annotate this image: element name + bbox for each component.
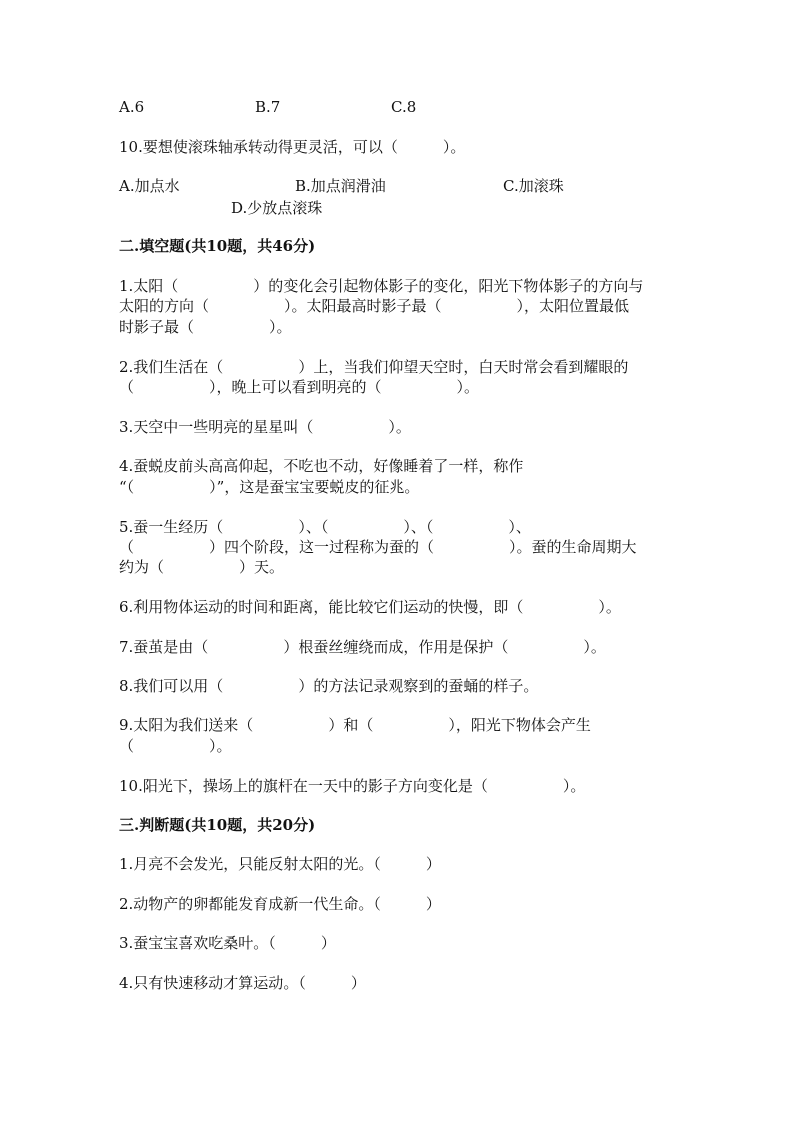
fill-q1-line3: 时影子最（ ）。 [119, 318, 292, 336]
fill-q9-line1: 9.太阳为我们送来（ ）和（ ），阳光下物体会产生 [119, 716, 591, 734]
section3-title: 三.判断题(共10题，共20分) [119, 816, 316, 834]
fill-q1-line1: 1.太阳（ ）的变化会引起物体影子的变化，阳光下物体影子的方向与 [119, 277, 644, 295]
fill-q7: 7.蚕茧是由（ ）根蚕丝缠绕而成，作用是保护（ ）。 [119, 638, 606, 656]
q9-option-c: C.8 [391, 98, 417, 116]
judge-q1: 1.月亮不会发光，只能反射太阳的光。（ ） [119, 855, 441, 873]
fill-q2-line1: 2.我们生活在（ ）上，当我们仰望天空时，白天时常会看到耀眼的 [119, 358, 629, 376]
q10-option-d: D.少放点滚珠 [231, 199, 323, 217]
fill-q4-line2: “（ ）”，这是蚕宝宝要蜕皮的征兆。 [119, 478, 420, 496]
fill-q2-line2: （ ），晚上可以看到明亮的（ ）。 [119, 378, 480, 396]
fill-q4-line1: 4.蚕蜕皮前头高高仰起，不吃也不动，好像睡着了一样，称作 [119, 457, 524, 475]
q10-stem: 10.要想使滚珠轴承转动得更灵活，可以（ ）。 [119, 138, 466, 156]
fill-q3: 3.天空中一些明亮的星星叫（ ）。 [119, 418, 411, 436]
q10-option-b: B.加点润滑油 [295, 177, 386, 195]
q10-option-c: C.加滚珠 [503, 177, 564, 195]
q9-option-b: B.7 [255, 98, 281, 116]
judge-q2: 2.动物产的卵都能发育成新一代生命。（ ） [119, 895, 441, 913]
fill-q5-line3: 约为（ ）天。 [119, 558, 285, 576]
fill-q6: 6.利用物体运动的时间和距离，能比较它们运动的快慢，即（ ）。 [119, 598, 621, 616]
fill-q5-line2: （ ）四个阶段，这一过程称为蚕的（ ）。蚕的生命周期大 [119, 538, 637, 556]
fill-q1-line2: 太阳的方向（ ）。太阳最高时影子最（ ），太阳位置最低 [119, 297, 630, 315]
judge-q4: 4.只有快速移动才算运动。（ ） [119, 974, 366, 992]
fill-q9-line2: （ ）。 [119, 737, 232, 755]
fill-q10: 10.阳光下，操场上的旗杆在一天中的影子方向变化是（ ）。 [119, 777, 586, 795]
q9-option-a: A.6 [119, 98, 145, 116]
q10-option-a: A.加点水 [119, 177, 180, 195]
fill-q5-line1: 5.蚕一生经历（ ）、（ ）、（ ）、 [119, 518, 531, 536]
judge-q3: 3.蚕宝宝喜欢吃桑叶。（ ） [119, 934, 336, 952]
section2-title: 二.填空题(共10题，共46分) [119, 237, 316, 255]
fill-q8: 8.我们可以用（ ）的方法记录观察到的蚕蛹的样子。 [119, 677, 539, 695]
